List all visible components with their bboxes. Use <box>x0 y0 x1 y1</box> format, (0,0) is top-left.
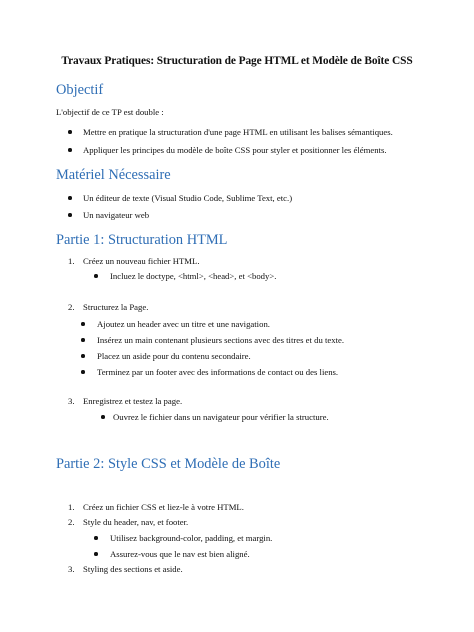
bullet-icon <box>81 354 85 358</box>
heading-partie2: Partie 2: Style CSS et Modèle de Boîte <box>56 456 281 472</box>
objectif-intro: L'objectif de ce TP est double : <box>56 107 164 117</box>
step-sub: Placez un aside pour du contenu secondaire. <box>97 351 251 361</box>
bullet-icon <box>81 322 85 326</box>
page-title: Travaux Pratiques: Structuration de Page HTML et Modèle de Boîte CSS <box>61 55 413 67</box>
bullet-icon <box>68 148 72 152</box>
step-sub: Ouvrez le fichier dans un navigateur pour vérifier la structure. <box>113 412 329 422</box>
bullet-icon <box>94 552 98 556</box>
step-text: Créez un fichier CSS et liez-le à votre HTML. <box>83 502 244 512</box>
step-number: 3. <box>68 396 75 406</box>
materiel-item: Un navigateur web <box>83 210 150 220</box>
step-number: 2. <box>68 517 75 527</box>
bullet-icon <box>81 370 85 374</box>
step-sub: Incluez le doctype, <html>, <head>, et <body>. <box>110 271 277 281</box>
bullet-icon <box>101 415 105 419</box>
step-text: Enregistrez et testez la page. <box>83 396 183 406</box>
materiel-item: Un éditeur de texte (Visual Studio Code, Sublime Text, etc.) <box>83 193 293 203</box>
step-text: Style du header, nav, et footer. <box>83 517 189 527</box>
objectif-item: Mettre en pratique la structuration d'une page HTML en utilisant les balises sémantiques. <box>83 127 393 137</box>
heading-objectif: Objectif <box>56 82 104 98</box>
step-text: Créez un nouveau fichier HTML. <box>83 256 200 266</box>
step-number: 1. <box>68 502 75 512</box>
bullet-icon <box>94 536 98 540</box>
step-sub: Assurez-vous que le nav est bien aligné. <box>110 549 250 559</box>
step-number: 2. <box>68 302 75 312</box>
step-sub: Utilisez background-color, padding, et margin. <box>110 533 273 543</box>
heading-partie1: Partie 1: Structuration HTML <box>56 232 228 248</box>
step-text: Structurez la Page. <box>83 302 149 312</box>
step-sub: Insérez un main contenant plusieurs sections avec des titres et du texte. <box>97 335 345 345</box>
step-number: 3. <box>68 564 75 574</box>
heading-materiel: Matériel Nécessaire <box>56 167 171 183</box>
step-text: Styling des sections et aside. <box>83 564 183 574</box>
bullet-icon <box>94 274 98 278</box>
step-sub: Ajoutez un header avec un titre et une navigation. <box>97 319 270 329</box>
bullet-icon <box>68 196 72 200</box>
step-sub: Terminez par un footer avec des informations de contact ou des liens. <box>97 367 339 377</box>
bullet-icon <box>68 213 72 217</box>
objectif-item: Appliquer les principes du modèle de boîte CSS pour styler et positionner les éléments. <box>83 145 387 155</box>
step-number: 1. <box>68 256 75 266</box>
bullet-icon <box>81 338 85 342</box>
bullet-icon <box>68 130 72 134</box>
